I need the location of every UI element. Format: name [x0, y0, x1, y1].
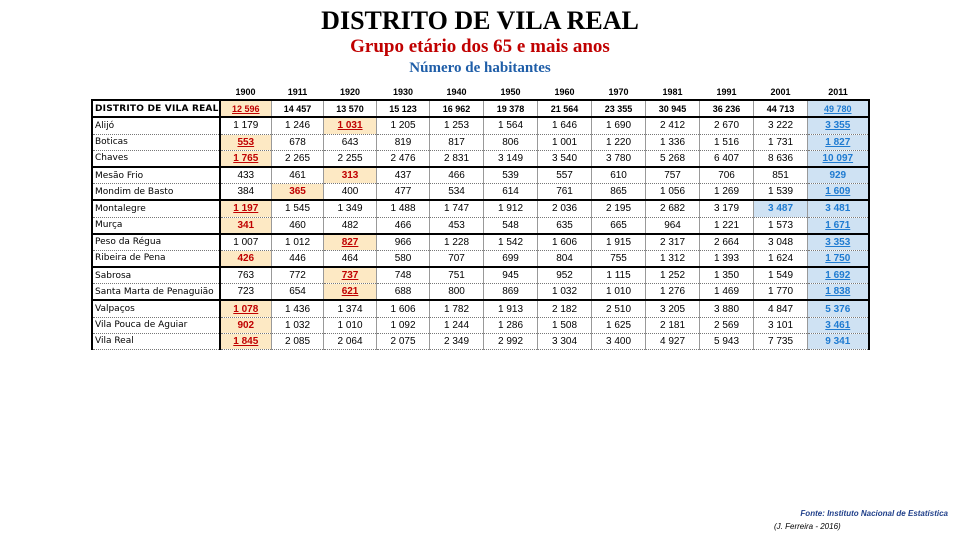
value-cell: 706 — [700, 167, 754, 184]
value-cell: 1 253 — [430, 117, 484, 134]
value-cell: 3 149 — [484, 150, 538, 167]
table-row — [92, 134, 869, 150]
value-cell: 453 — [430, 217, 484, 234]
value-cell: 580 — [377, 250, 430, 267]
value-cell: 757 — [646, 167, 700, 184]
value-cell: 3 353 — [808, 234, 869, 251]
value-cell: 400 — [324, 184, 377, 201]
value-cell: 761 — [538, 184, 592, 201]
value-cell: 751 — [430, 267, 484, 284]
header-blank — [92, 84, 220, 100]
value-cell: 2 476 — [377, 150, 430, 167]
value-cell: 477 — [377, 184, 430, 201]
value-cell: 819 — [377, 134, 430, 150]
value-cell: 1 545 — [272, 200, 324, 217]
value-cell: 610 — [592, 167, 646, 184]
value-cell: 1 007 — [220, 234, 272, 251]
value-cell: 654 — [272, 284, 324, 301]
value-cell: 1 092 — [377, 317, 430, 333]
value-cell: 2 085 — [272, 333, 324, 349]
value-cell: 1 646 — [538, 117, 592, 134]
value-cell: 1 228 — [430, 234, 484, 251]
value-cell: 869 — [484, 284, 538, 301]
value-cell: 1 469 — [700, 284, 754, 301]
table-row — [92, 250, 869, 267]
value-cell: 827 — [324, 234, 377, 251]
value-cell: 1 606 — [377, 300, 430, 317]
municipality-name: Alijó — [92, 117, 220, 134]
value-cell: 15 123 — [377, 100, 430, 117]
value-cell: 13 570 — [324, 100, 377, 117]
value-cell: 30 945 — [646, 100, 700, 117]
value-cell: 1 032 — [538, 284, 592, 301]
value-cell: 763 — [220, 267, 272, 284]
value-cell: 964 — [646, 217, 700, 234]
value-cell: 1 286 — [484, 317, 538, 333]
value-cell: 466 — [430, 167, 484, 184]
value-cell: 2 255 — [324, 150, 377, 167]
municipality-name: Boticas — [92, 134, 220, 150]
value-cell: 748 — [377, 267, 430, 284]
value-cell: 3 487 — [754, 200, 808, 217]
value-cell: 3 780 — [592, 150, 646, 167]
value-cell: 49 780 — [808, 100, 869, 117]
value-cell: 3 222 — [754, 117, 808, 134]
value-cell: 1 915 — [592, 234, 646, 251]
value-cell: 36 236 — [700, 100, 754, 117]
municipality-name: Mondim de Basto — [92, 184, 220, 201]
value-cell: 6 407 — [700, 150, 754, 167]
municipality-name: Montalegre — [92, 200, 220, 217]
value-cell: 966 — [377, 234, 430, 251]
value-cell: 1 374 — [324, 300, 377, 317]
year-header: 1981 — [662, 86, 683, 97]
value-cell: 4 847 — [754, 300, 808, 317]
value-cell: 2 181 — [646, 317, 700, 333]
value-cell: 1 770 — [754, 284, 808, 301]
value-cell: 643 — [324, 134, 377, 150]
value-cell: 2 569 — [700, 317, 754, 333]
value-cell: 1 220 — [592, 134, 646, 150]
table-row — [92, 217, 869, 234]
value-cell: 737 — [324, 267, 377, 284]
value-cell: 1 221 — [700, 217, 754, 234]
value-cell: 461 — [272, 167, 324, 184]
value-cell: 19 378 — [484, 100, 538, 117]
municipality-name: Santa Marta de Penaguião — [92, 284, 220, 301]
value-cell: 2 036 — [538, 200, 592, 217]
value-cell: 539 — [484, 167, 538, 184]
year-header: 1970 — [608, 86, 629, 97]
value-cell: 4 927 — [646, 333, 700, 349]
table-row — [92, 150, 869, 167]
value-cell: 5 268 — [646, 150, 700, 167]
table-row — [92, 200, 869, 217]
value-cell: 688 — [377, 284, 430, 301]
value-cell: 2 510 — [592, 300, 646, 317]
value-cell: 21 564 — [538, 100, 592, 117]
value-cell: 437 — [377, 167, 430, 184]
value-cell: 1 179 — [220, 117, 272, 134]
value-cell: 3 400 — [592, 333, 646, 349]
value-cell: 1 031 — [324, 117, 377, 134]
value-cell: 1 624 — [754, 250, 808, 267]
value-cell: 1 542 — [484, 234, 538, 251]
value-cell: 1 312 — [646, 250, 700, 267]
year-header: 1920 — [340, 86, 361, 97]
value-cell: 1 197 — [220, 200, 272, 217]
value-cell: 1 010 — [592, 284, 646, 301]
value-cell: 1 838 — [808, 284, 869, 301]
municipality-name: Sabrosa — [92, 267, 220, 284]
value-cell: 806 — [484, 134, 538, 150]
value-cell: 1 508 — [538, 317, 592, 333]
value-cell: 2 992 — [484, 333, 538, 349]
table-row — [92, 117, 869, 134]
value-cell: 548 — [484, 217, 538, 234]
municipality-name: DISTRITO DE VILA REAL — [92, 100, 220, 117]
value-cell: 2 182 — [538, 300, 592, 317]
value-cell: 1 692 — [808, 267, 869, 284]
value-cell: 8 636 — [754, 150, 808, 167]
value-cell: 384 — [220, 184, 272, 201]
value-cell: 1 625 — [592, 317, 646, 333]
value-cell: 365 — [272, 184, 324, 201]
value-cell: 2 317 — [646, 234, 700, 251]
value-cell: 952 — [538, 267, 592, 284]
value-cell: 2 670 — [700, 117, 754, 134]
value-cell: 1 269 — [700, 184, 754, 201]
value-cell: 1 078 — [220, 300, 272, 317]
value-cell: 2 831 — [430, 150, 484, 167]
value-cell: 865 — [592, 184, 646, 201]
value-cell: 1 765 — [220, 150, 272, 167]
value-cell: 945 — [484, 267, 538, 284]
population-table — [91, 84, 870, 350]
value-cell: 313 — [324, 167, 377, 184]
value-cell: 817 — [430, 134, 484, 150]
value-cell: 2 064 — [324, 333, 377, 349]
value-cell: 3 880 — [700, 300, 754, 317]
year-header: 2001 — [770, 86, 791, 97]
page-subtitle: Grupo etário dos 65 e mais anos — [350, 36, 610, 57]
value-cell: 1 436 — [272, 300, 324, 317]
municipality-name: Peso da Régua — [92, 234, 220, 251]
value-cell: 2 682 — [646, 200, 700, 217]
value-cell: 16 962 — [430, 100, 484, 117]
table-row — [92, 300, 869, 317]
value-cell: 1 488 — [377, 200, 430, 217]
value-cell: 1 246 — [272, 117, 324, 134]
page-subsubtitle: Número de habitantes — [409, 60, 551, 76]
value-cell: 2 265 — [272, 150, 324, 167]
value-cell: 1 539 — [754, 184, 808, 201]
municipality-name: Ribeira de Pena — [92, 250, 220, 267]
value-cell: 851 — [754, 167, 808, 184]
value-cell: 1 913 — [484, 300, 538, 317]
value-cell: 557 — [538, 167, 592, 184]
value-cell: 1 032 — [272, 317, 324, 333]
value-cell: 1 350 — [700, 267, 754, 284]
value-cell: 723 — [220, 284, 272, 301]
value-cell: 1 731 — [754, 134, 808, 150]
value-cell: 553 — [220, 134, 272, 150]
year-header: 1991 — [716, 86, 737, 97]
value-cell: 1 056 — [646, 184, 700, 201]
value-cell: 1 205 — [377, 117, 430, 134]
table-row — [92, 284, 869, 301]
value-cell: 2 195 — [592, 200, 646, 217]
value-cell: 1 001 — [538, 134, 592, 150]
value-cell: 1 573 — [754, 217, 808, 234]
year-header-row — [92, 84, 869, 100]
source-note: Fonte: Instituto Nacional de Estatística — [800, 509, 948, 518]
value-cell: 1 010 — [324, 317, 377, 333]
value-cell: 1 564 — [484, 117, 538, 134]
value-cell: 707 — [430, 250, 484, 267]
value-cell: 44 713 — [754, 100, 808, 117]
value-cell: 2 412 — [646, 117, 700, 134]
value-cell: 14 457 — [272, 100, 324, 117]
year-header: 1960 — [554, 86, 575, 97]
value-cell: 433 — [220, 167, 272, 184]
value-cell: 929 — [808, 167, 869, 184]
value-cell: 1 244 — [430, 317, 484, 333]
value-cell: 7 735 — [754, 333, 808, 349]
value-cell: 1 115 — [592, 267, 646, 284]
value-cell: 3 481 — [808, 200, 869, 217]
value-cell: 341 — [220, 217, 272, 234]
value-cell: 3 355 — [808, 117, 869, 134]
value-cell: 678 — [272, 134, 324, 150]
total-row — [92, 100, 869, 117]
value-cell: 772 — [272, 267, 324, 284]
page-title: DISTRITO DE VILA REAL — [321, 6, 639, 35]
value-cell: 1 349 — [324, 200, 377, 217]
value-cell: 755 — [592, 250, 646, 267]
value-cell: 464 — [324, 250, 377, 267]
value-cell: 1 827 — [808, 134, 869, 150]
value-cell: 3 048 — [754, 234, 808, 251]
value-cell: 1 276 — [646, 284, 700, 301]
year-header: 1911 — [287, 86, 308, 97]
value-cell: 1 012 — [272, 234, 324, 251]
value-cell: 482 — [324, 217, 377, 234]
value-cell: 3 101 — [754, 317, 808, 333]
value-cell: 3 540 — [538, 150, 592, 167]
value-cell: 1 606 — [538, 234, 592, 251]
value-cell: 621 — [324, 284, 377, 301]
value-cell: 1 747 — [430, 200, 484, 217]
value-cell: 3 461 — [808, 317, 869, 333]
value-cell: 10 097 — [808, 150, 869, 167]
value-cell: 699 — [484, 250, 538, 267]
value-cell: 1 549 — [754, 267, 808, 284]
value-cell: 2 349 — [430, 333, 484, 349]
year-header: 1940 — [446, 86, 467, 97]
table-row — [92, 333, 869, 349]
value-cell: 635 — [538, 217, 592, 234]
value-cell: 3 179 — [700, 200, 754, 217]
table-row — [92, 184, 869, 201]
value-cell: 1 912 — [484, 200, 538, 217]
value-cell: 1 845 — [220, 333, 272, 349]
year-header: 2011 — [828, 86, 848, 97]
municipality-name: Vila Real — [92, 333, 220, 349]
value-cell: 1 750 — [808, 250, 869, 267]
value-cell: 2 664 — [700, 234, 754, 251]
value-cell: 1 516 — [700, 134, 754, 150]
value-cell: 12 596 — [220, 100, 272, 117]
value-cell: 1 336 — [646, 134, 700, 150]
value-cell: 1 671 — [808, 217, 869, 234]
value-cell: 5 376 — [808, 300, 869, 317]
value-cell: 902 — [220, 317, 272, 333]
value-cell: 426 — [220, 250, 272, 267]
year-header: 1900 — [235, 86, 256, 97]
value-cell: 3 205 — [646, 300, 700, 317]
table-row — [92, 317, 869, 333]
value-cell: 1 609 — [808, 184, 869, 201]
year-header: 1950 — [500, 86, 521, 97]
value-cell: 1 782 — [430, 300, 484, 317]
value-cell: 800 — [430, 284, 484, 301]
value-cell: 1 690 — [592, 117, 646, 134]
municipality-name: Vila Pouca de Aguiar — [92, 317, 220, 333]
municipality-name: Mesão Frio — [92, 167, 220, 184]
municipality-name: Murça — [92, 217, 220, 234]
value-cell: 9 341 — [808, 333, 869, 349]
municipality-name: Chaves — [92, 150, 220, 167]
value-cell: 534 — [430, 184, 484, 201]
value-cell: 5 943 — [700, 333, 754, 349]
table-row — [92, 167, 869, 184]
value-cell: 2 075 — [377, 333, 430, 349]
value-cell: 466 — [377, 217, 430, 234]
value-cell: 1 252 — [646, 267, 700, 284]
author-note: (J. Ferreira - 2016) — [774, 522, 841, 531]
value-cell: 3 304 — [538, 333, 592, 349]
table-row — [92, 234, 869, 251]
value-cell: 665 — [592, 217, 646, 234]
municipality-name: Valpaços — [92, 300, 220, 317]
value-cell: 1 393 — [700, 250, 754, 267]
value-cell: 614 — [484, 184, 538, 201]
value-cell: 460 — [272, 217, 324, 234]
value-cell: 804 — [538, 250, 592, 267]
table-row — [92, 267, 869, 284]
value-cell: 23 355 — [592, 100, 646, 117]
year-header: 1930 — [393, 86, 414, 97]
value-cell: 446 — [272, 250, 324, 267]
